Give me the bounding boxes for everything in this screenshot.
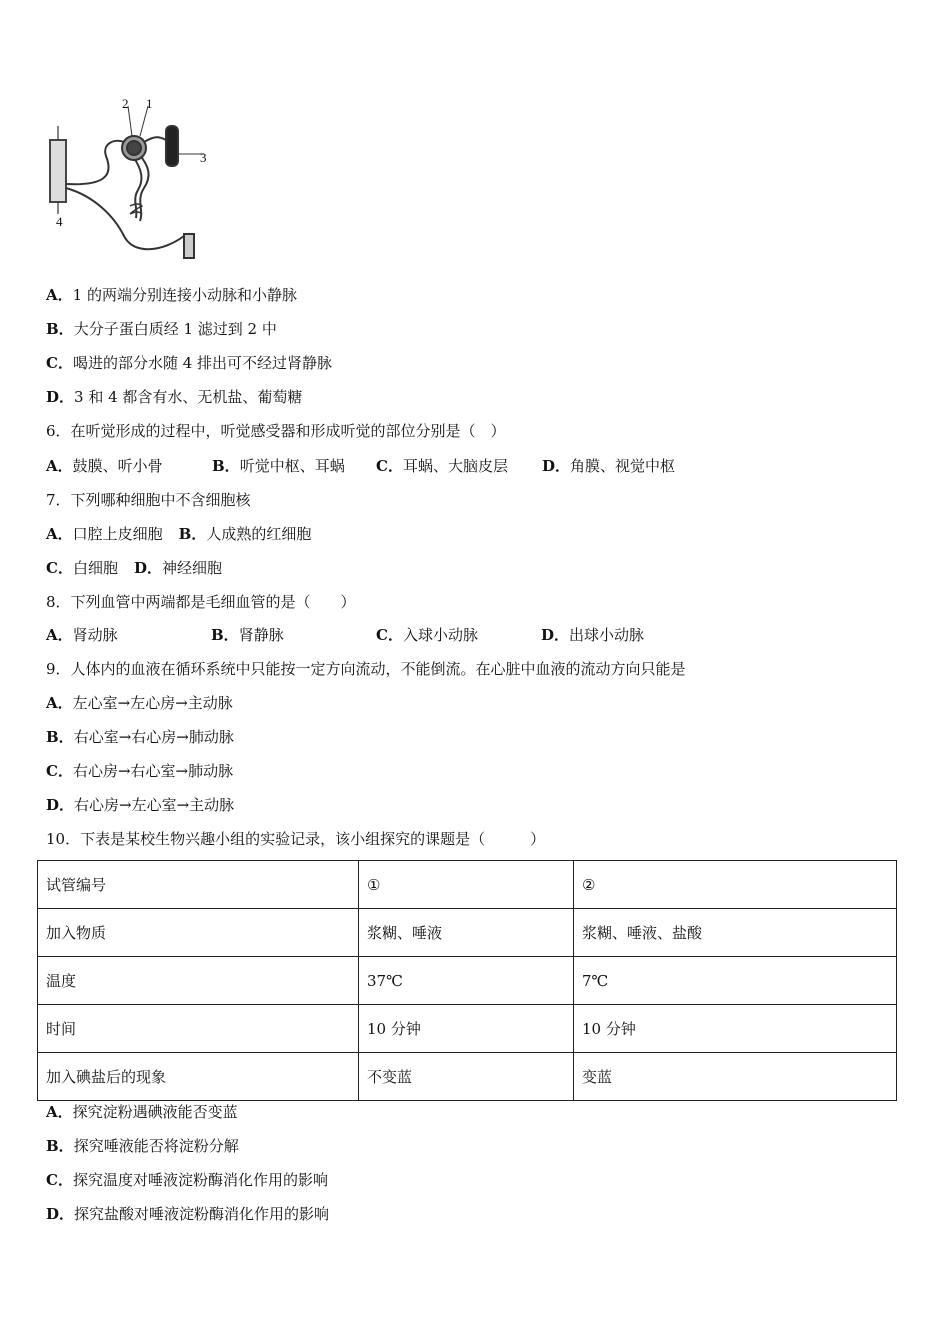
q10-option-d[interactable]: D．探究盐酸对唾液淀粉酶消化作用的影响 xyxy=(46,1205,330,1223)
q5-option-c[interactable]: C．喝进的部分水随 4 排出可不经过肾静脉 xyxy=(46,354,333,372)
table-cell: ① xyxy=(359,861,574,909)
table-cell: 10 分钟 xyxy=(359,1005,574,1053)
experiment-table xyxy=(37,860,897,1101)
q9-option-d[interactable]: D．右心房→左心室→主动脉 xyxy=(46,796,235,814)
table-row xyxy=(38,861,897,909)
q5-option-a[interactable]: A．1 的两端分别连接小动脉和小静脉 xyxy=(46,286,297,304)
q6-option-b[interactable]: B．听觉中枢、耳蜗 xyxy=(212,457,345,475)
q9-option-a[interactable]: A．左心室→左心房→主动脉 xyxy=(46,694,233,712)
nephron-diagram xyxy=(44,96,214,261)
table-cell: 浆糊、唾液 xyxy=(359,909,574,957)
q8-option-d[interactable]: D．出球小动脉 xyxy=(541,626,645,644)
table-cell: 时间 xyxy=(38,1005,359,1053)
q10-option-b[interactable]: B．探究唾液能否将淀粉分解 xyxy=(46,1137,239,1155)
table-cell: 37℃ xyxy=(359,957,574,1005)
label-1: 1 xyxy=(146,96,153,111)
q7-option-a[interactable]: A．口腔上皮细胞 xyxy=(46,525,163,543)
label-4: 4 xyxy=(56,214,63,229)
table-cell: 7℃ xyxy=(574,957,897,1005)
q9-option-b[interactable]: B．右心室→右心房→肺动脉 xyxy=(46,728,234,746)
q7-option-d[interactable]: D．神经细胞 xyxy=(133,559,222,577)
q6-option-d[interactable]: D．角膜、视觉中枢 xyxy=(542,457,676,475)
label-2: 2 xyxy=(122,96,129,111)
label-3: 3 xyxy=(200,150,207,165)
q10-stem: 10．下表是某校生物兴趣小组的实验记录，该小组探究的课题是（ ） xyxy=(46,830,546,848)
table-cell: 不变蓝 xyxy=(359,1053,574,1101)
q6-stem: 6．在听觉形成的过程中，听觉感受器和形成听觉的部位分别是（ ） xyxy=(46,422,506,440)
q5-option-b[interactable]: B．大分子蛋白质经 1 滤过到 2 中 xyxy=(46,320,277,338)
table-cell: 浆糊、唾液、盐酸 xyxy=(574,909,897,957)
table-cell: 变蓝 xyxy=(574,1053,897,1101)
q8-stem: 8．下列血管中两端都是毛细血管的是（ ） xyxy=(46,593,356,611)
q5-option-d[interactable]: D．3 和 4 都含有水、无机盐、葡萄糖 xyxy=(46,388,303,406)
q6-option-c[interactable]: C．耳蜗、大脑皮层 xyxy=(376,457,508,475)
table-cell: 10 分钟 xyxy=(574,1005,897,1053)
q9-stem: 9．人体内的血液在循环系统中只能按一定方向流动，不能倒流。在心脏中血液的流动方向只能是 xyxy=(46,660,686,678)
q6-option-a[interactable]: A．鼓膜、听小骨 xyxy=(46,457,163,475)
q8-option-c[interactable]: C．入球小动脉 xyxy=(376,626,478,644)
q8-option-a[interactable]: A．肾动脉 xyxy=(46,626,118,644)
q7-options-ab xyxy=(46,524,311,544)
q7-option-b[interactable]: B．人成熟的红细胞 xyxy=(178,525,312,543)
table-cell: 加入物质 xyxy=(38,909,359,957)
table-row xyxy=(38,957,897,1005)
q10-option-a[interactable]: A．探究淀粉遇碘液能否变蓝 xyxy=(46,1103,238,1121)
q7-options-cd xyxy=(46,558,222,578)
q8-option-b[interactable]: B．肾静脉 xyxy=(211,626,284,644)
q7-option-c[interactable]: C．白细胞 xyxy=(46,559,118,577)
table-cell: ② xyxy=(574,861,897,909)
q6-options xyxy=(46,456,675,476)
q9-option-c[interactable]: C．右心房→右心室→肺动脉 xyxy=(46,762,234,780)
table-row xyxy=(38,1053,897,1101)
table-row xyxy=(38,1005,897,1053)
table-cell: 加入碘盐后的现象 xyxy=(38,1053,359,1101)
q7-stem: 7．下列哪种细胞中不含细胞核 xyxy=(46,491,251,509)
q8-options xyxy=(46,625,644,645)
table-cell: 试管编号 xyxy=(38,861,359,909)
table-row xyxy=(38,909,897,957)
table-cell: 温度 xyxy=(38,957,359,1005)
q10-option-c[interactable]: C．探究温度对唾液淀粉酶消化作用的影响 xyxy=(46,1171,328,1189)
